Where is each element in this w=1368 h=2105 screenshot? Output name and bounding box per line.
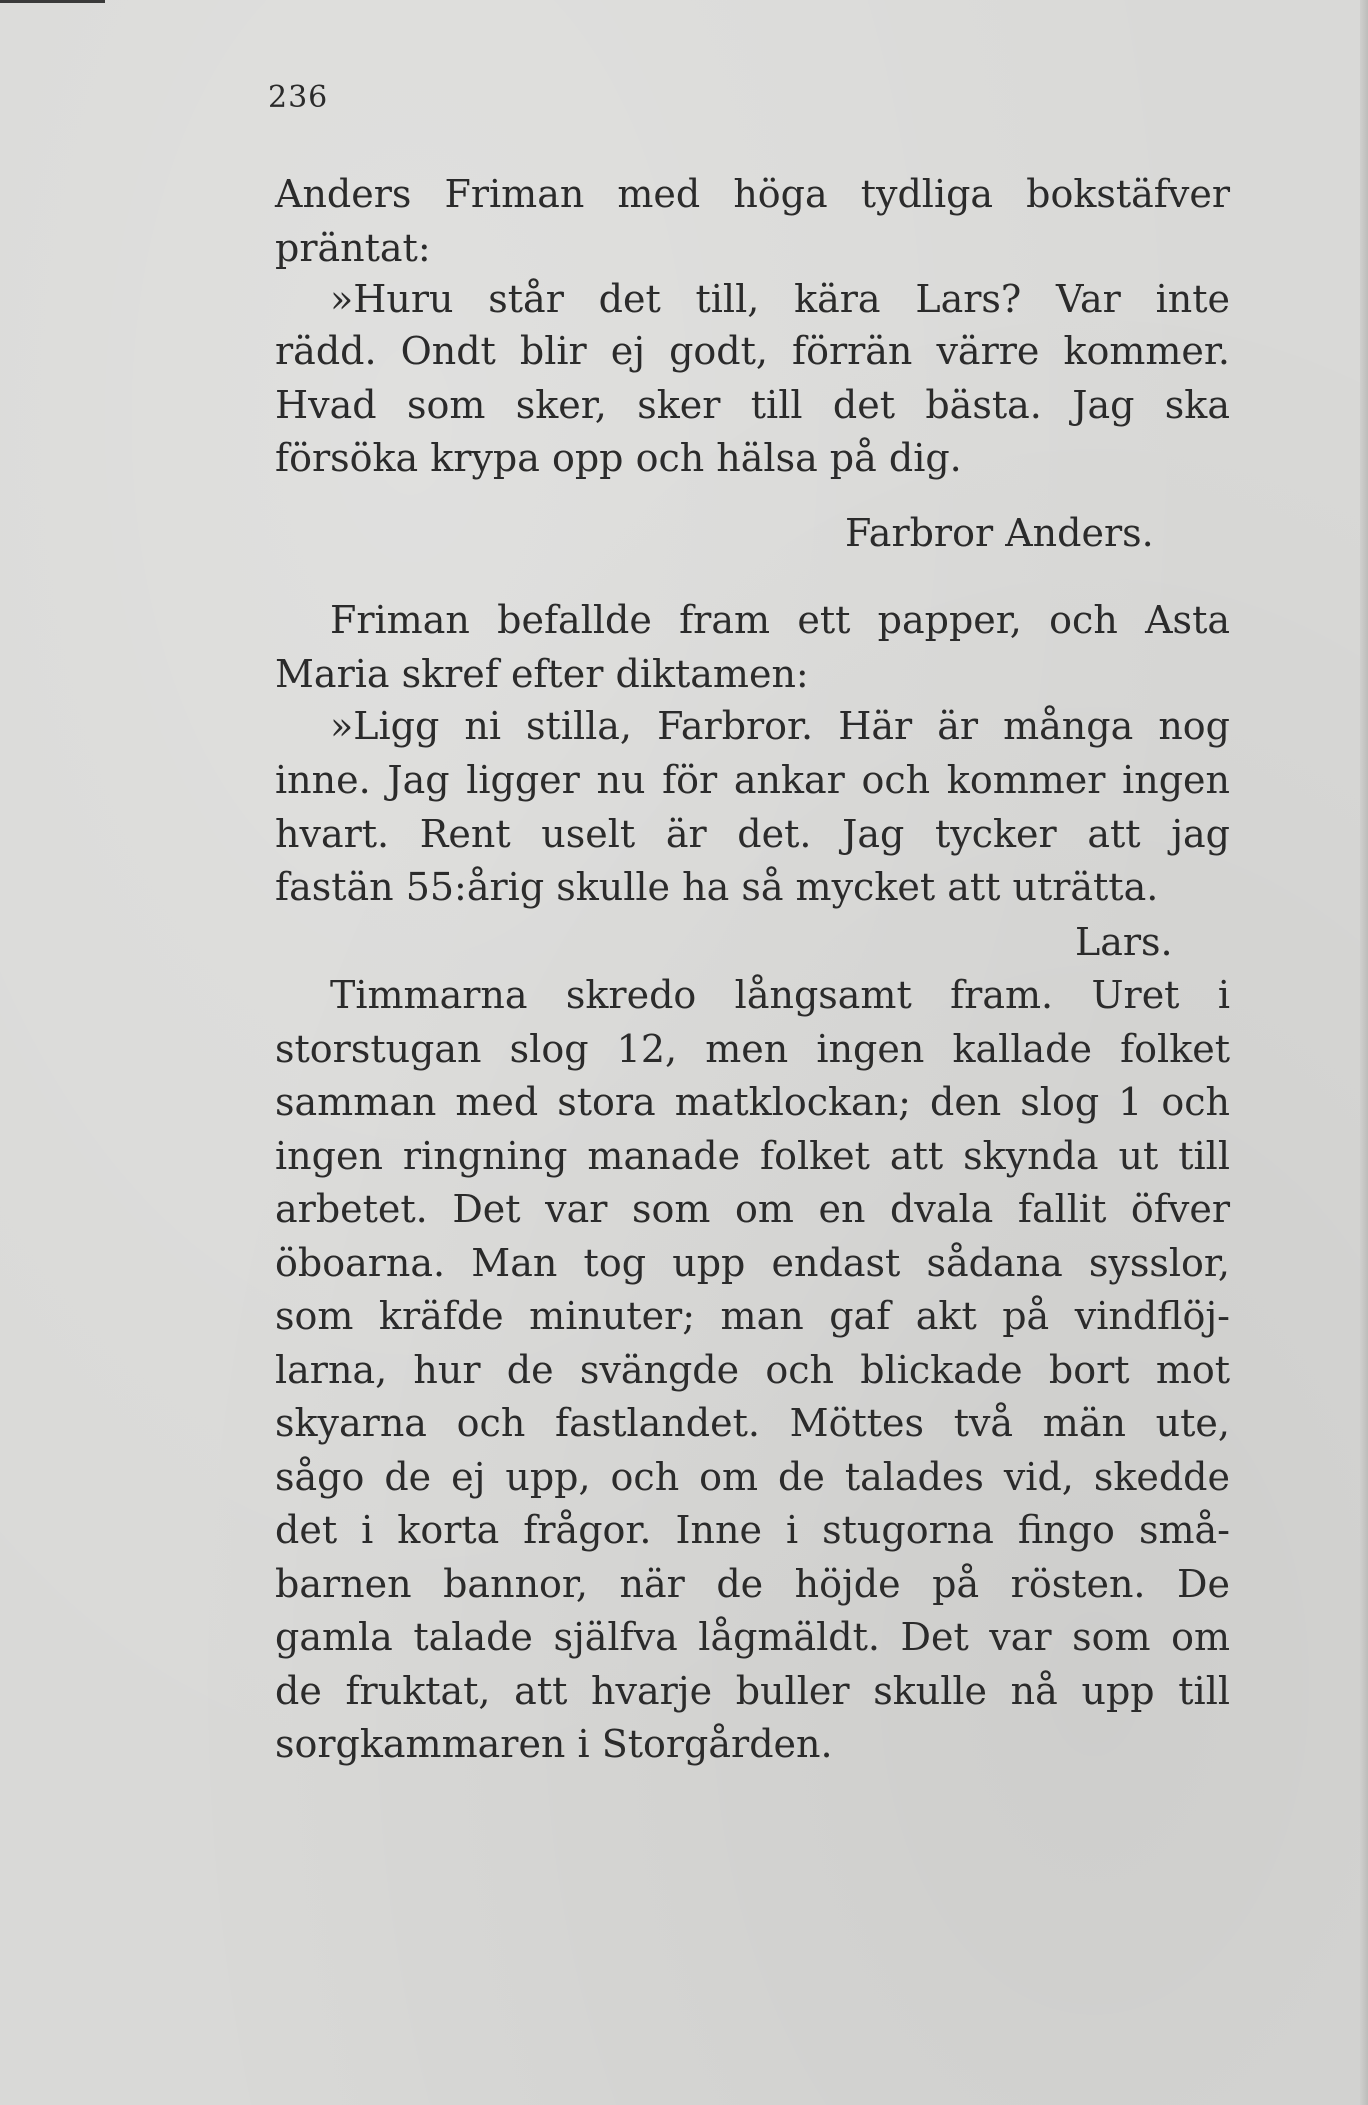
text-line: rädd. Ondt blir ej godt, förrän värre kommer.	[275, 329, 1230, 373]
text-line: fastän 55:årig skulle ha så mycket att uträtta.	[275, 865, 1159, 909]
text-line: Maria skref efter diktamen:	[275, 652, 809, 696]
signature-lars: Lars.	[1075, 920, 1173, 964]
text-line: barnen bannor, när de höjde på rösten. De	[275, 1562, 1230, 1606]
text-line: gamla talade själfva lågmäldt. Det var som om	[275, 1615, 1230, 1659]
text-line: det i korta frågor. Inne i stugorna fingo små-	[275, 1508, 1230, 1552]
text-line: Timmarna skredo långsamt fram. Uret i	[330, 973, 1230, 1017]
text-line: sågo de ej upp, och om de talades vid, skedde	[275, 1455, 1230, 1499]
text-line: hvart. Rent uselt är det. Jag tycker att jag	[275, 812, 1230, 856]
signature-farbror-anders: Farbror Anders.	[845, 511, 1154, 555]
text-line: sorgkammaren i Storgården.	[275, 1722, 833, 1766]
text-line: samman med stora matklockan; den slog 1 och	[275, 1080, 1230, 1124]
text-line: försöka krypa opp och hälsa på dig.	[275, 436, 962, 480]
text-line: Hvad som sker, sker till det bästa. Jag ska	[275, 383, 1230, 427]
text-line: Anders Friman med höga tydliga bokstäfver	[275, 172, 1230, 216]
text-line: larna, hur de svängde och blickade bort mot	[275, 1348, 1230, 1392]
text-line: öboarna. Man tog upp endast sådana sysslor,	[275, 1241, 1230, 1285]
text-line: inne. Jag ligger nu för ankar och kommer ingen	[275, 758, 1230, 802]
text-line: »Huru står det till, kära Lars? Var inte	[330, 277, 1230, 321]
scan-edge-mark	[0, 0, 105, 3]
text-line: storstugan slog 12, men ingen kallade folket	[275, 1027, 1230, 1071]
text-line: arbetet. Det var som om en dvala fallit öfver	[275, 1187, 1230, 1231]
text-line: präntat:	[275, 226, 431, 270]
text-line: skyarna och fastlandet. Möttes två män ute,	[275, 1401, 1230, 1445]
text-line: som kräfde minuter; man gaf akt på vindflöj-	[275, 1294, 1230, 1338]
page-number: 236	[268, 80, 329, 115]
text-line: de fruktat, att hvarje buller skulle nå upp till	[275, 1669, 1230, 1713]
text-line: ingen ringning manade folket att skynda ut till	[275, 1134, 1230, 1178]
text-line: Friman befallde fram ett papper, och Asta	[330, 598, 1230, 642]
page-edge	[1360, 0, 1368, 2105]
text-line: »Ligg ni stilla, Farbror. Här är många nog	[330, 704, 1230, 748]
